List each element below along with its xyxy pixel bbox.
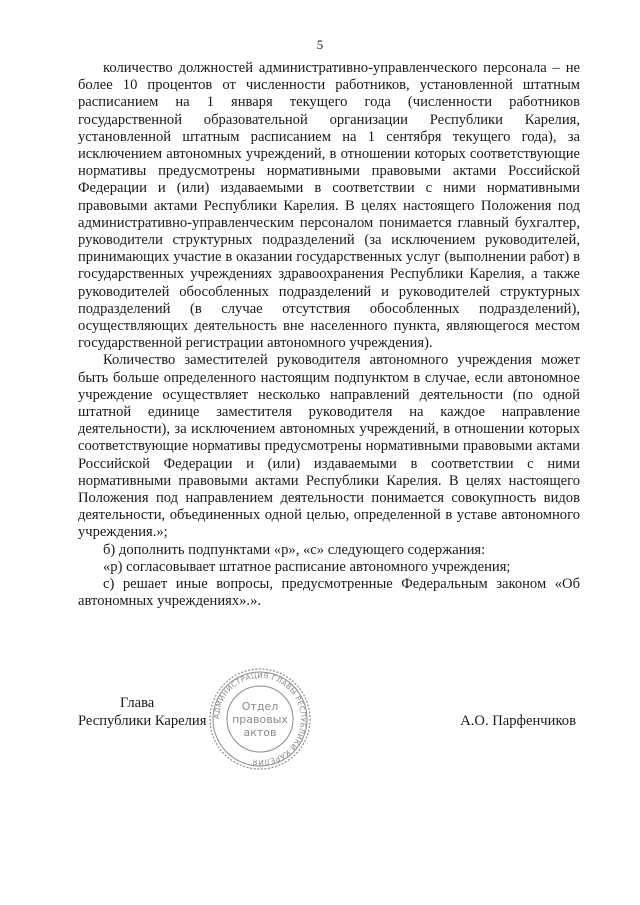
signature-block: [78, 660, 580, 770]
stamp-seal: [206, 668, 314, 770]
signature-title: Глава: [120, 695, 155, 711]
paragraph-5: с) решает иные вопросы, предусмотренные Федеральным законом «Об автономных учреждениях».».: [78, 576, 580, 610]
stamp-ring-text: АДМИНИСТРАЦИЯ ГЛАВЫ РЕСПУБЛИКИ КАРЕЛИЯ: [211, 670, 309, 768]
stamp-line-1: Отдел: [241, 700, 279, 713]
page-number: 5: [316, 37, 324, 52]
paragraph-2: Количество заместителей руководителя автономного учреждения может быть больше определенного настоящим подпунктом в случае, если автономное учреждение осуществляет несколько направлений деятельности (по одной штатной единице заместителя руководителя на каждое направление деятельности), за исключением автономных учреждений, в отношении которых соответствующие нормативы предусмотрены нормативными правовыми актами Российской Федерации и (или) издаваемыми в соответствии с ними нормативными правовыми актами Республики Карелия. В целях настоящего Положения под направлением деятельности понимается совокупность видов деятельности, объединенных одной целью, определенной в уставе автономного учреждения.»;: [78, 352, 580, 541]
document-body: [78, 60, 580, 611]
paragraph-4: «р) согласовывает штатное расписание автономного учреждения;: [103, 558, 511, 575]
paragraph-1: количество должностей административно-управленческого персонала – не более 10 процентов от численности работников, установленной штатным расписанием на 1 января текущего года (численности работников государственной образовательной организации Республики Карелия, установленной штатным расписанием на 1 сентября текущего года), за исключением автономных учреждений, в отношении которых соответствующие нормативы предусмотрены нормативными правовыми актами Российской Федерации и (или) издаваемыми в соответствии с ними нормативными правовыми актами Республики Карелия. В целях настоящего Положения под административно-управленческим персоналом понимается главный бухгалтер, руководители структурных подразделений (за исключением руководителей, принимающих участие в оказании государственных услуг (выполнении работ) в государственных учреждениях здравоохранения Республики Карелия, а также руководителей обособленных подразделений и руководителей структурных подразделений (в случае отсутствия обособленных подразделений), осуществляющих деятельность вне населенного пункта, являющегося местом государственной регистрации автономного учреждения).: [78, 60, 580, 352]
stamp-line-3: актов: [243, 726, 277, 739]
stamp-line-2: правовых: [232, 713, 288, 726]
signature-name: А.О. Парфенчиков: [460, 713, 576, 729]
paragraph-3: б) дополнить подпунктами «р», «с» следующего содержания:: [103, 541, 486, 558]
signature-org: Республики Карелия: [78, 713, 207, 729]
